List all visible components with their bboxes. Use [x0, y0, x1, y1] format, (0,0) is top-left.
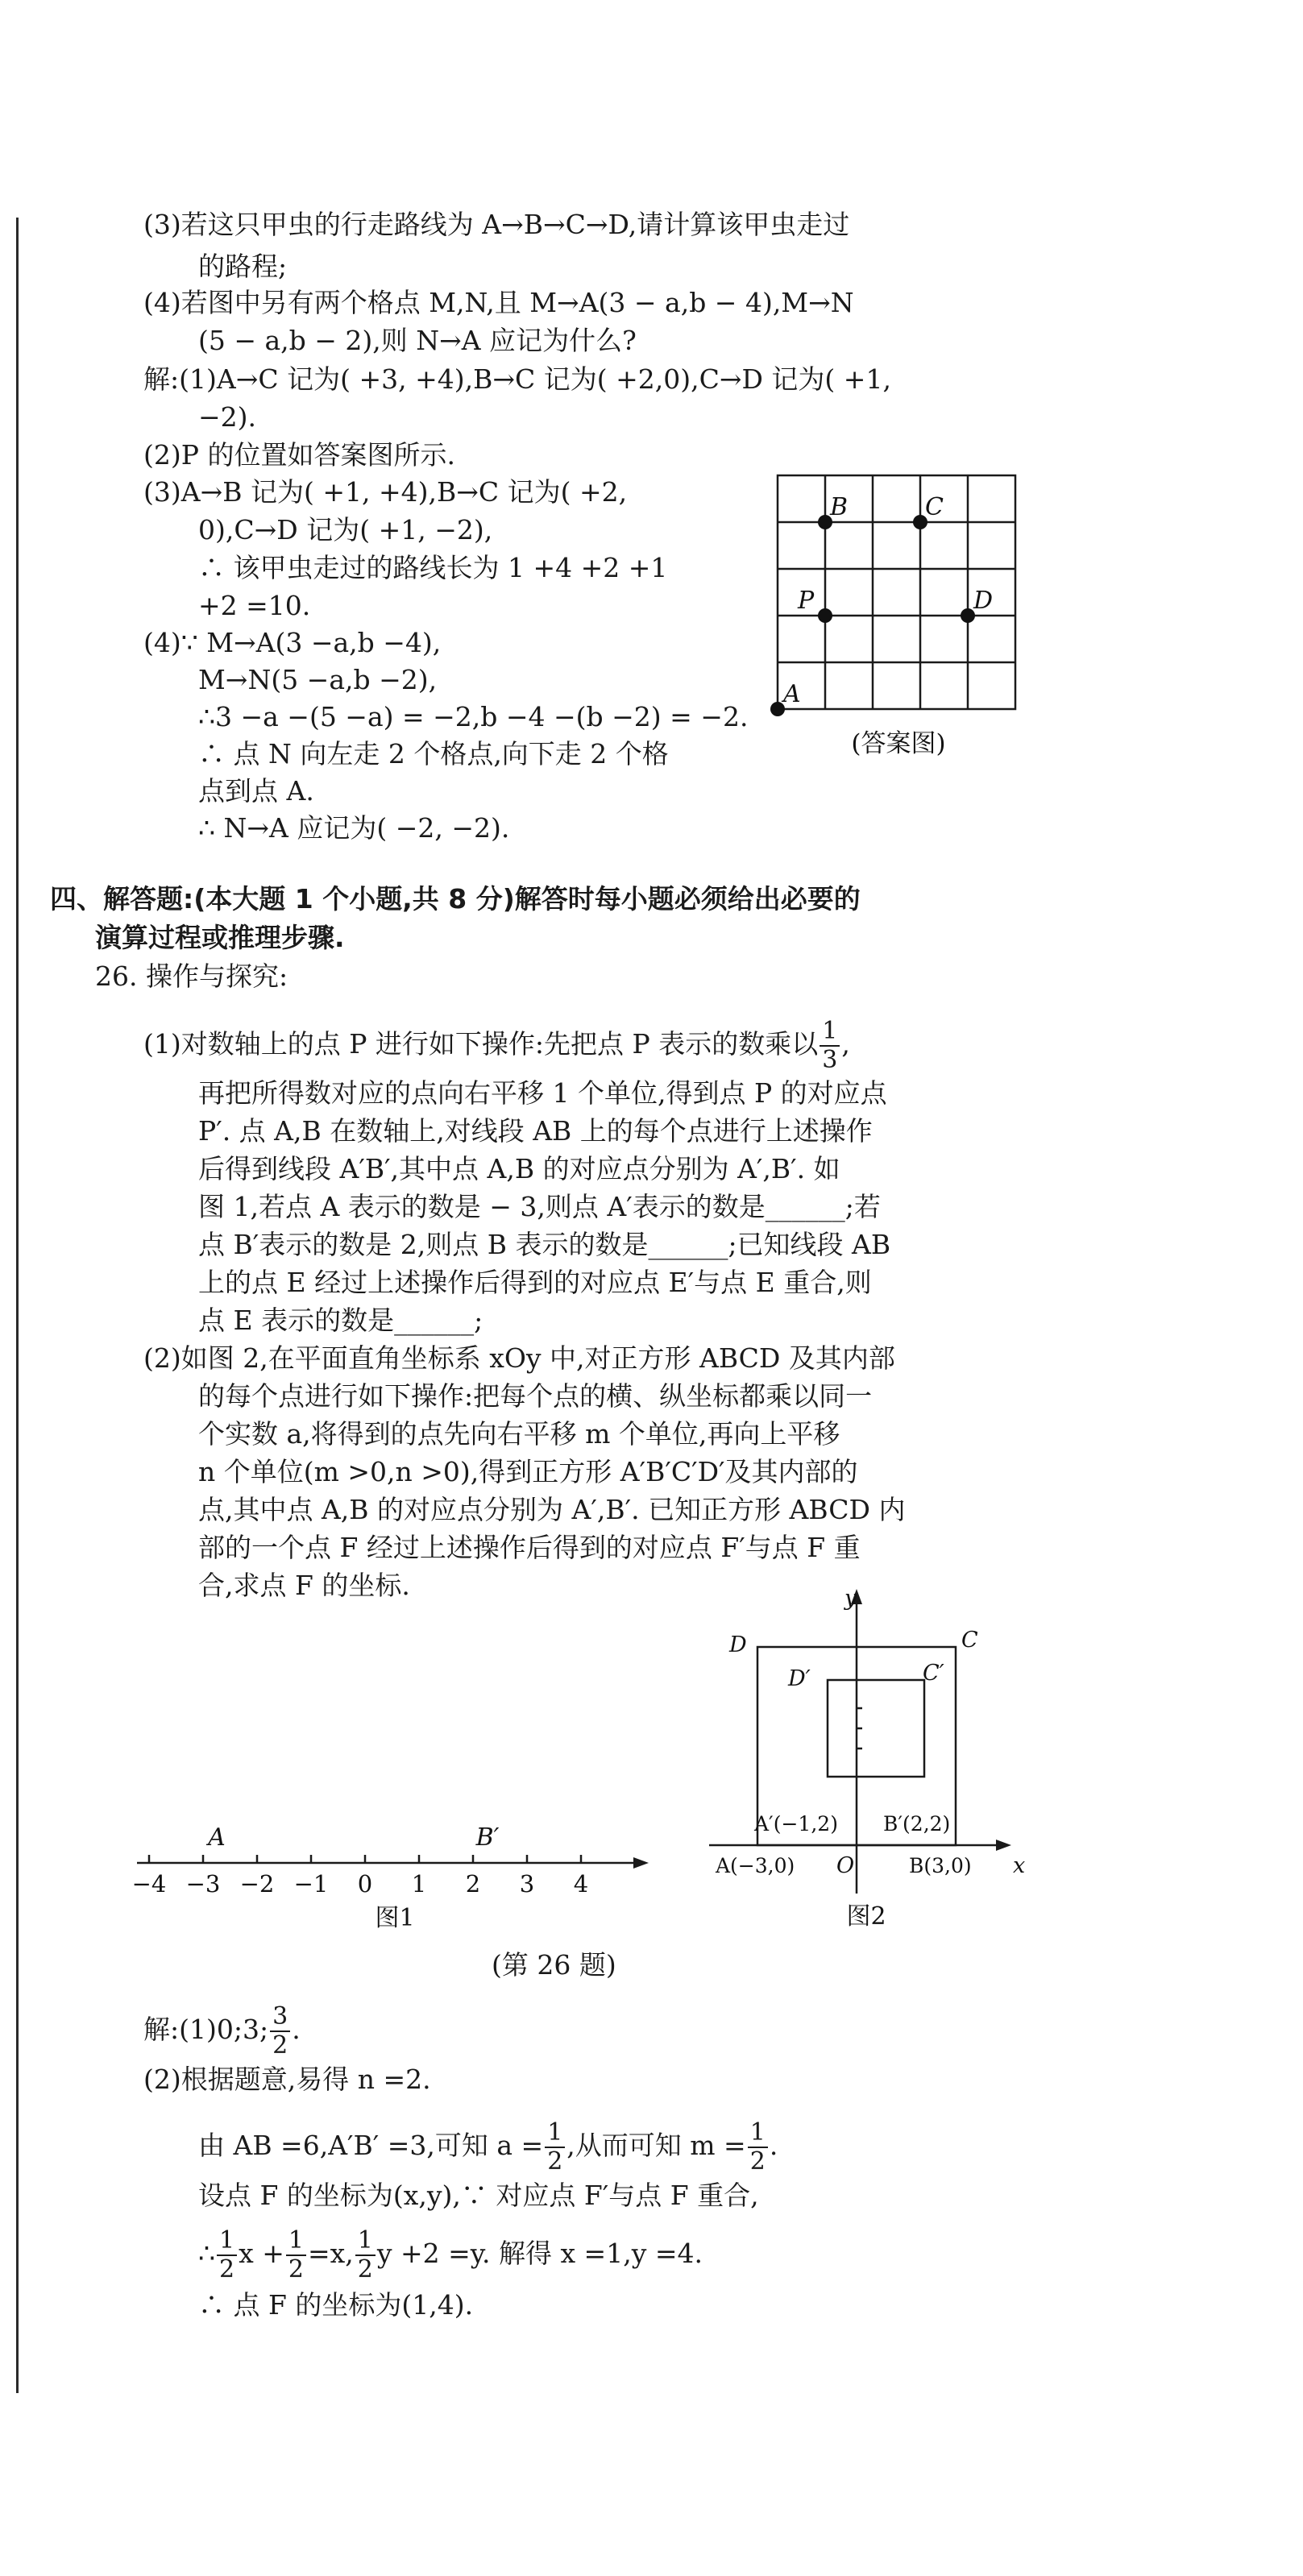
- question-3-line1: (3)若这只甲虫的行走路线为 A→B→C→D,请计算该甲虫走过: [143, 209, 850, 240]
- fig2-label-C: C: [961, 1628, 978, 1653]
- figure-1-number-line: [129, 1805, 661, 1934]
- sol26-line1-text: 解:(1)0;3;: [143, 2014, 269, 2045]
- question-4-line1: (4)若图中另有两个格点 M,N,且 M→A(3 − a,b − 4),M→N: [143, 287, 854, 318]
- solution-4-line5: 点到点 A.: [198, 775, 314, 807]
- number-line-tick-label: −4: [131, 1870, 167, 1898]
- fraction-one-half: [748, 2118, 768, 2176]
- solution-2: (2)P 的位置如答案图所示.: [143, 439, 455, 471]
- q26-part1-line1-end: ,: [841, 1028, 850, 1060]
- solution-4-line4: ∴ 点 N 向左走 2 个格点,向下走 2 个格: [198, 738, 669, 769]
- number-line-tick-label: 1: [411, 1870, 427, 1898]
- fig2-label-B-prime: B′(2,2): [883, 1812, 951, 1836]
- fraction-denominator: 2: [547, 2147, 563, 2176]
- fig2-label-A: A(−3,0): [716, 1854, 795, 1877]
- solution-3-line4: +2 =10.: [198, 590, 311, 621]
- q26-part2-line7: 合,求点 F 的坐标.: [198, 1570, 410, 1601]
- fig2-label-B: B(3,0): [909, 1854, 972, 1877]
- number-line-tick-label: 2: [465, 1870, 481, 1898]
- fraction-numerator: 3: [270, 2005, 290, 2032]
- page-margin-line: [16, 218, 19, 2393]
- q26-part1-line6: 点 B′表示的数是 2,则点 B 表示的数是______;已知线段 AB: [198, 1229, 891, 1260]
- number-line-tick-label: −2: [239, 1870, 275, 1898]
- sol26-line2: (2)根据题意,易得 n =2.: [143, 2064, 431, 2095]
- number-line-tick-label: 4: [573, 1870, 589, 1898]
- fraction-numerator: 1: [355, 2229, 376, 2256]
- solution-4-line3: ∴3 −a −(5 −a) = −2,b −4 −(b −2) = −2.: [198, 701, 749, 732]
- q26-part1-line2: 再把所得数对应的点向右平移 1 个单位,得到点 P 的对应点: [198, 1077, 887, 1109]
- number-line-ticks: [132, 1855, 589, 1898]
- fraction-one-third: [820, 1019, 840, 1072]
- fraction-one-half: [355, 2226, 376, 2284]
- fraction-numerator: 1: [286, 2229, 306, 2256]
- q26-part2-line2: 的每个点进行如下操作:把每个点的横、纵坐标都乘以同一: [198, 1380, 873, 1412]
- sol26-line3-text-a: 由 AB =6,A′B′ =3,可知 a =: [198, 2130, 544, 2161]
- solution-4-line1: (4)∵ M→A(3 −a,b −4),: [143, 627, 442, 658]
- question-26-title: 26. 操作与探究:: [95, 960, 288, 992]
- sol26-line5-therefore: ∴: [198, 2238, 215, 2269]
- number-line-arrow: [633, 1857, 649, 1869]
- sol26-line3-text-b: ,从而可知 m =: [566, 2130, 746, 2161]
- sol26-line5-text-b: x +: [239, 2238, 284, 2269]
- fraction-denominator: 2: [219, 2255, 235, 2284]
- sol26-line5-text-d: y +2 =y. 解得 x =1,y =4.: [376, 2238, 703, 2269]
- number-line-tick-label: −3: [185, 1870, 221, 1898]
- sol26-line6: ∴ 点 F 的坐标为(1,4).: [198, 2289, 474, 2321]
- grid-caption: (答案图): [851, 729, 946, 758]
- figure-2-coordinate-plane: [701, 1579, 1039, 1934]
- q26-part1-line4: 后得到线段 A′B′,其中点 A,B 的对应点分别为 A′,B′. 如: [198, 1153, 840, 1184]
- sol26-line5-text-c: =x,: [307, 2238, 354, 2269]
- solution-4-line6: ∴ N→A 应记为( −2, −2).: [198, 812, 510, 844]
- fraction-one-half: [217, 2226, 237, 2284]
- sol26-line1-end: .: [292, 2014, 301, 2045]
- q26-part1-line7: 上的点 E 经过上述操作后得到的对应点 E′与点 E 重合,则: [198, 1267, 872, 1298]
- solution-3-line2: 0),C→D 记为( +1, −2),: [198, 514, 493, 545]
- q26-part2-line1: (2)如图 2,在平面直角坐标系 xOy 中,对正方形 ABCD 及其内部: [143, 1342, 895, 1374]
- solution-1-line2: −2).: [198, 401, 257, 433]
- question-3-line2: 的路程;: [198, 251, 288, 282]
- question-4-line2: (5 − a,b − 2),则 N→A 应记为什么?: [198, 325, 637, 356]
- sol26-line4: 设点 F 的坐标为(x,y),∵ 对应点 F′与点 F 重合,: [198, 2180, 759, 2211]
- sol26-line5: [198, 2226, 703, 2284]
- q26-part2-line4: n 个单位(m >0,n >0),得到正方形 A′B′C′D′及其内部的: [198, 1456, 858, 1487]
- fig2-label-A-prime: A′(−1,2): [754, 1812, 838, 1836]
- q26-part1-line3: P′. 点 A,B 在数轴上,对线段 AB 上的每个点进行上述操作: [198, 1115, 873, 1147]
- number-line-tick-label: −1: [293, 1870, 329, 1898]
- number-line-tick-label: 0: [357, 1870, 373, 1898]
- fig2-label-origin: O: [836, 1853, 855, 1878]
- q26-part1-line1: [143, 1019, 850, 1072]
- fraction-denominator: 2: [272, 2031, 288, 2060]
- grid-label-C: C: [925, 493, 944, 521]
- fig1-label-B-prime: B′: [475, 1823, 500, 1852]
- grid-label-A: A: [783, 680, 801, 708]
- fig2-label-D: D: [729, 1632, 747, 1657]
- x-axis-arrow: [996, 1840, 1011, 1851]
- sol26-line3-end: .: [769, 2130, 778, 2161]
- q26-part2-line5: 点,其中点 A,B 的对应点分别为 A′,B′. 已知正方形 ABCD 内: [198, 1494, 906, 1525]
- fraction-denominator: 2: [288, 2255, 304, 2284]
- section-4-header-line1: 四、解答题:(本大题 1 个小题,共 8 分)解答时每小题必须给出必要的: [50, 883, 861, 915]
- fraction-numerator: 1: [217, 2229, 237, 2256]
- fig2-label-x: x: [1013, 1853, 1026, 1878]
- q26-part1-line8: 点 E 表示的数是______;: [198, 1305, 483, 1336]
- figure-caption-q26: (第 26 题): [492, 1949, 616, 1981]
- solution-3-line3: ∴ 该甲虫走过的路线长为 1 +4 +2 +1: [198, 552, 668, 583]
- q26-part1-line5: 图 1,若点 A 表示的数是 − 3,则点 A′表示的数是______;若: [198, 1191, 881, 1222]
- fraction-numerator: 1: [748, 2121, 768, 2148]
- fraction-numerator: 1: [820, 1019, 840, 1047]
- fraction-denominator: 2: [749, 2147, 766, 2176]
- fraction-three-halves: [270, 2002, 290, 2060]
- sol26-line3: [198, 2118, 778, 2176]
- solution-4-line2: M→N(5 −a,b −2),: [198, 664, 438, 695]
- fraction-one-half: [286, 2226, 306, 2284]
- fig2-label-C-prime: C′: [923, 1661, 944, 1686]
- fraction-denominator: 2: [357, 2255, 373, 2284]
- fig1-caption: 图1: [375, 1904, 415, 1932]
- q26-part1-line1-text: (1)对数轴上的点 P 进行如下操作:先把点 P 表示的数乘以: [143, 1028, 819, 1060]
- number-line-tick-label: 3: [519, 1870, 535, 1898]
- fig2-caption: 图2: [846, 1902, 886, 1931]
- fraction-one-half: [545, 2118, 565, 2176]
- answer-grid-figure: [757, 463, 1023, 769]
- fig1-label-A: A: [208, 1823, 226, 1852]
- solution-3-line1: (3)A→B 记为( +1, +4),B→C 记为( +2,: [143, 476, 628, 508]
- fig2-label-y: y: [844, 1586, 857, 1611]
- solution-1-line1: 解:(1)A→C 记为( +3, +4),B→C 记为( +2,0),C→D 记为( +1,: [143, 363, 891, 395]
- fraction-denominator: 3: [822, 1046, 838, 1074]
- grid-label-D: D: [973, 587, 994, 615]
- q26-part2-line3: 个实数 a,将得到的点先向右平移 m 个单位,再向上平移: [198, 1418, 840, 1450]
- grid-label-B: B: [830, 493, 849, 521]
- square-A-prime-B-prime-C-prime-D-prime: [828, 1680, 924, 1777]
- sol26-line1: [143, 2002, 301, 2060]
- grid-point-P: [818, 608, 832, 623]
- q26-part2-line6: 部的一个点 F 经过上述操作后得到的对应点 F′与点 F 重: [198, 1532, 861, 1563]
- grid-label-P: P: [798, 587, 815, 615]
- section-4-header-line2: 演算过程或推理步骤.: [95, 922, 345, 953]
- fraction-numerator: 1: [545, 2121, 565, 2148]
- fig2-label-D-prime: D′: [788, 1666, 811, 1691]
